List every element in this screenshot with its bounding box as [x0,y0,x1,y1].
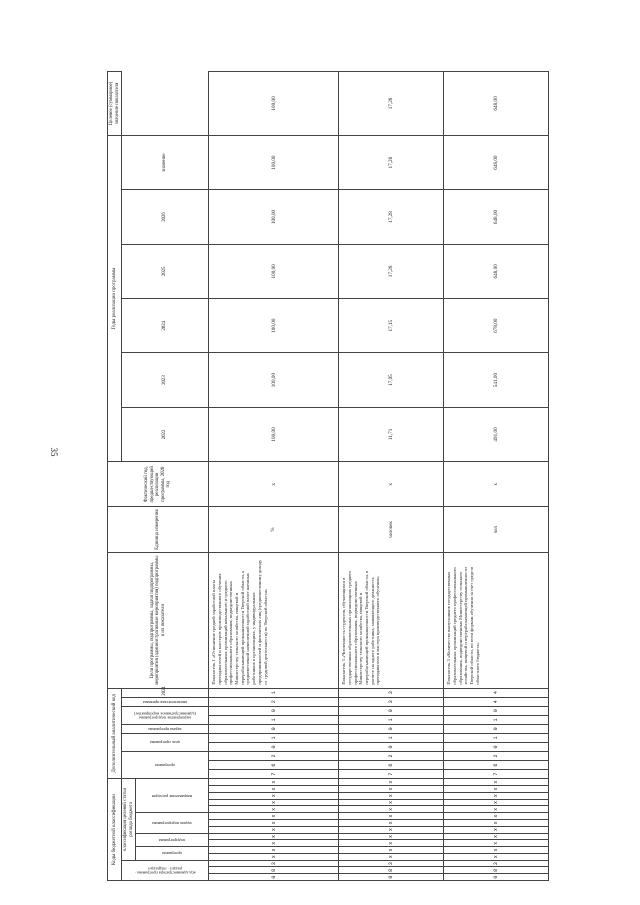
budget-code-cell: x [339,847,444,854]
budget-code-cell: 8 [339,867,444,874]
year-2021-header: 2021 [122,688,209,697]
expense-code-cell: x [444,813,549,820]
expense-code-cell: x [209,826,339,833]
analytic-code-cell: 0 [444,742,549,751]
expense-class-header: классификация целевой статьи расхода бюджета [122,779,136,861]
analytic-code-cell: 1 [339,715,444,724]
year-value-cell: 17,15 [339,299,444,353]
indicator-code-cell: 1 [209,688,339,697]
final-sub-header: значение [122,135,209,189]
table-row [209,72,339,881]
budget-code-cell: x [339,833,444,840]
year-2023-header: 2023 [122,353,209,407]
budget-code-cell: x [209,840,339,847]
year-value-cell: 648,00 [444,135,549,189]
analytic-indicator-type-header: аналитическая признака [122,697,209,706]
analytic-code-cell: 0 [209,706,339,715]
program-indicators-table [107,71,549,881]
year-value-cell: 100,00 [209,353,339,407]
years-group-header: Годы реализации программы [108,135,122,461]
expense-code-cell: x [209,792,339,799]
year-value-cell: 491,00 [444,407,549,461]
expense-code-cell: x [339,779,444,786]
analytic-task-header: задача программы [122,724,209,733]
expense-program-header: программа [136,847,209,861]
year-value-cell: 678,00 [444,299,549,353]
budget-admin-header: код администратора программы · раздел · подраздел [122,860,209,880]
expense-code-cell: x [209,806,339,813]
year-value-cell: 17,05 [339,353,444,407]
year-value-cell: 11,71 [339,407,444,461]
indicator-description: Показатель 3 «Численность студентов, обучающихся в государственных образовательных организациях среднего профессионального образования, подведомственных Министерству сельского хозяйства, пищевой и перерабатывающей промышленности Тверской области, в расчете на одного работника, занимающего должность преподавателя и мастера производственного обучения» [339,552,444,688]
budget-code-cell: 3 [209,860,339,867]
analytic-event-header: мероприятие подпрограммы (административное мероприятие) [122,706,209,724]
year-value-cell: 100,00 [209,190,339,244]
year-2026-header: 2026 [122,190,209,244]
budget-code-cell: 0 [339,874,444,881]
expense-code-cell: x [339,799,444,806]
expense-code-cell: x [209,819,339,826]
budget-codes-header: Коды бюджетной классификации [108,779,122,881]
unit-cell: чел [444,507,549,552]
budget-code-cell: x [209,847,339,854]
year-2024-header: 2024 [122,299,209,353]
analytic-code-cell: 0 [339,706,444,715]
budget-code-cell: 8 [444,867,549,874]
expense-code-cell: x [209,786,339,793]
direction-header: направление расходов [136,779,209,813]
expense-code-cell: x [444,819,549,826]
analytic-code-cell: 0 [444,706,549,715]
table-body [209,72,549,881]
analytic-code-cell: 2 [444,751,549,760]
analytic-code-header: Дополнительный аналитический код [108,688,122,779]
final-value-header: Целевое (суммарное) значение показателя [108,72,122,136]
budget-code-cell: x [444,853,549,860]
analytic-code-cell: 2 [209,751,339,760]
budget-code-cell: x [444,840,549,847]
budget-code-cell: 0 [444,874,549,881]
year-value-cell: 100,00 [209,299,339,353]
table-row [444,72,549,881]
base-year-cell: x [444,462,549,507]
year-2022-header: 2022 [122,407,209,461]
expense-code-cell: x [339,786,444,793]
analytic-code-cell: 1 [209,733,339,742]
expense-code-cell: x [339,792,444,799]
indicator-code-cell: 4 [444,688,549,697]
indicator-description: Показатель 3 «Количество выпускников государственных образовательных организаций среднего профессионального образования, подведомственных Министерству сельского хозяйства, пищевой и перерабатывающей промышленности Тверской области, по всем формам обучения за счет средств областного бюджета» [444,552,549,688]
analytic-code-cell: 7 [209,770,339,779]
analytic-code-cell: 7 [444,770,549,779]
year-value-cell: 100,00 [209,407,339,461]
analytic-code-cell: 0 [209,724,339,733]
analytic-code-cell: 1 [444,715,549,724]
goal-column-header: Цели программы, подпрограммы, задачи подпрограммы, мероприятия (административные мероприятия) подпрограммы и их показатели [108,552,209,688]
year-value-cell: 100,00 [209,135,339,189]
expense-subprogram-header: подпрограмма [136,833,209,847]
page-number: 35 [49,447,59,457]
final-value-cell: 648,00 [444,72,549,136]
analytic-code-cell: 1 [339,733,444,742]
budget-code-cell: 8 [209,867,339,874]
expense-code-cell: x [444,792,549,799]
expense-code-cell: x [339,806,444,813]
rotated-table-container [107,71,517,881]
final-value-cell: 17,28 [339,72,444,136]
expense-code-cell: x [444,799,549,806]
budget-code-cell: x [339,840,444,847]
base-year-cell: x [209,462,339,507]
analytic-code-cell: 0 [339,742,444,751]
expense-code-cell: x [339,826,444,833]
budget-code-cell: x [209,853,339,860]
analytic-goal-header: цель программы [122,733,209,751]
expense-code-cell: x [444,826,549,833]
analytic-code-cell: 0 [339,724,444,733]
year-value-cell: 17,28 [339,135,444,189]
analytic-code-cell: 2 [209,697,339,706]
analytic-code-cell: 4 [444,697,549,706]
year-value-cell: 648,00 [444,190,549,244]
unit-cell: % [209,507,339,552]
indicator-code-cell: 3 [339,688,444,697]
analytic-code-cell: 6 [444,761,549,770]
expense-code-cell: x [444,806,549,813]
year-value-cell: 648,00 [444,244,549,298]
table-row [339,72,444,881]
analytic-code-cell: 1 [444,733,549,742]
base-year-column-header: Фактический год, предшествующий реализации программы, 2020 год [108,462,209,507]
analytic-code-cell: 6 [209,761,339,770]
expense-code-cell: x [444,779,549,786]
final-value-cell: 100,00 [209,72,339,136]
unit-column-header: Единица измерения [108,507,209,552]
year-value-cell: 541,00 [444,353,549,407]
expense-code-cell: x [339,819,444,826]
indicator-description: Показатель 1 «Отношение средней заработной платы преподавателей и мастеров производственного обучения образовательных организаций начального и среднего профессионального образования, подведомственных Министерству сельского хозяйства, пищевой и перерабатывающей промышленности Тверской области, к среднемесячной начисленной заработной плате наемных работников в организациях, у индивидуальных предпринимателей и физических лиц (среднемесячному доходу от трудовой деятельности) по Тверской области» [209,552,339,688]
analytic-code-cell: 7 [339,770,444,779]
budget-code-cell: 3 [339,860,444,867]
expense-code-cell: x [209,799,339,806]
expense-code-cell: x [444,786,549,793]
expense-code-cell: x [209,813,339,820]
budget-code-cell: x [444,833,549,840]
year-value-cell: 17,28 [339,190,444,244]
expense-task-header: задача подпрограммы [136,813,209,833]
budget-code-cell: 3 [444,860,549,867]
analytic-program-header: программа [122,751,209,778]
expense-code-cell: x [339,813,444,820]
budget-code-cell: x [209,833,339,840]
unit-cell: человек [339,507,444,552]
analytic-code-cell: 6 [339,761,444,770]
year-value-cell: 17,28 [339,244,444,298]
year-value-cell: 100,00 [209,244,339,298]
year-2025-header: 2025 [122,244,209,298]
analytic-code-cell: 0 [444,724,549,733]
budget-code-cell: x [339,853,444,860]
budget-code-cell: x [444,847,549,854]
expense-code-cell: x [209,779,339,786]
budget-code-cell: 0 [209,874,339,881]
analytic-code-cell: 1 [209,715,339,724]
analytic-code-cell: 3 [339,697,444,706]
analytic-code-cell: 2 [339,751,444,760]
analytic-code-cell: 0 [209,742,339,751]
base-year-cell: x [339,462,444,507]
